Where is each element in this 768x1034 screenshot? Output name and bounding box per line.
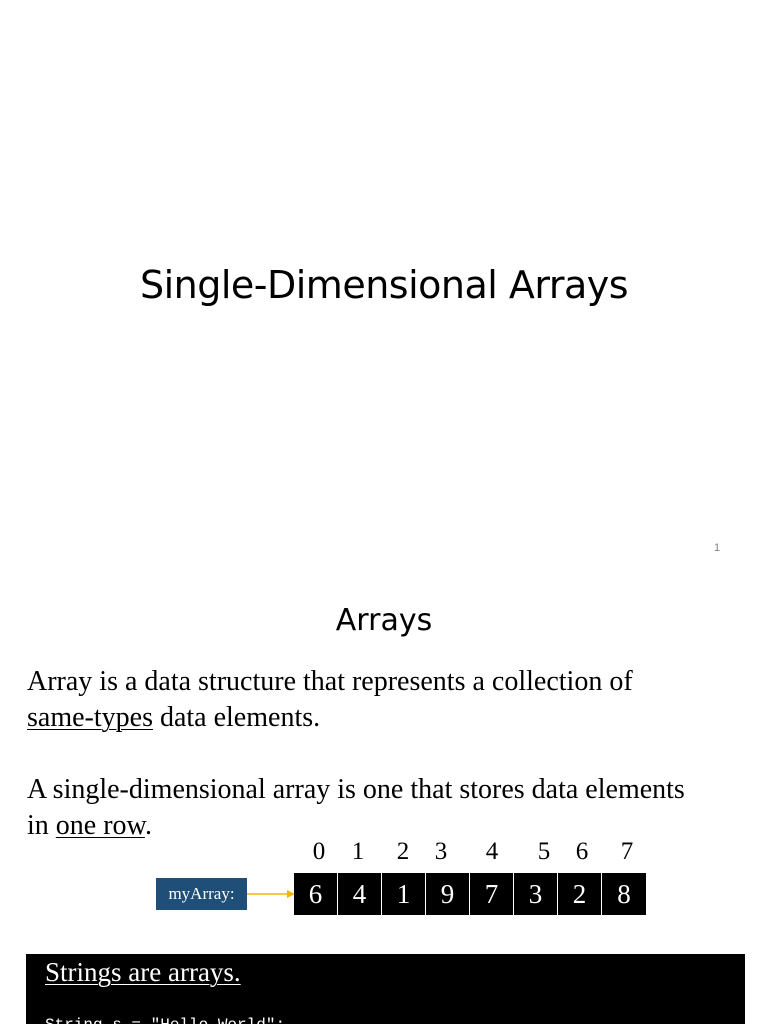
paragraph-text: .	[144, 810, 152, 841]
array-cell: 9	[426, 873, 470, 915]
paragraph-line: A single-dimensional array is one that stores data elements	[27, 774, 685, 805]
strings-info-box	[26, 954, 745, 1034]
array-index: 6	[575, 838, 589, 865]
box-heading: Strings are arrays.	[45, 957, 241, 987]
array-index: 0	[312, 838, 326, 865]
array-cell: 2	[558, 873, 602, 915]
pointer-arrow-icon	[247, 886, 295, 902]
array-cell: 6	[294, 873, 338, 915]
array-index: 4	[485, 838, 499, 865]
code-line: String s = "Hello World";	[45, 1016, 286, 1034]
paragraph-line: Array is a data structure that represents a collection of	[27, 666, 633, 697]
array-indices	[0, 838, 768, 868]
single-dimension-paragraph	[27, 772, 747, 844]
array-cell: 3	[514, 873, 558, 915]
array-cell: 1	[382, 873, 426, 915]
underlined-term: one row	[55, 810, 145, 841]
array-index: 7	[620, 838, 634, 865]
arrays-slide	[0, 576, 768, 1034]
array-index: 5	[537, 838, 551, 865]
array-cell: 4	[338, 873, 382, 915]
array-index: 2	[396, 838, 410, 865]
slide-title: Single-Dimensional Arrays	[139, 263, 629, 307]
array-index: 3	[434, 838, 448, 865]
array-cell: 8	[602, 873, 646, 915]
array-index: 1	[351, 838, 365, 865]
underlined-term: same-types	[27, 702, 153, 733]
slide-title: Arrays	[335, 603, 433, 638]
slide-number: 1	[714, 542, 721, 554]
array-cells	[294, 873, 646, 915]
paragraph-text: in	[27, 810, 56, 841]
array-cell: 7	[470, 873, 514, 915]
paragraph-text: data elements.	[152, 702, 321, 733]
array-name-label: myArray:	[156, 878, 247, 910]
array-definition-paragraph	[27, 664, 747, 736]
